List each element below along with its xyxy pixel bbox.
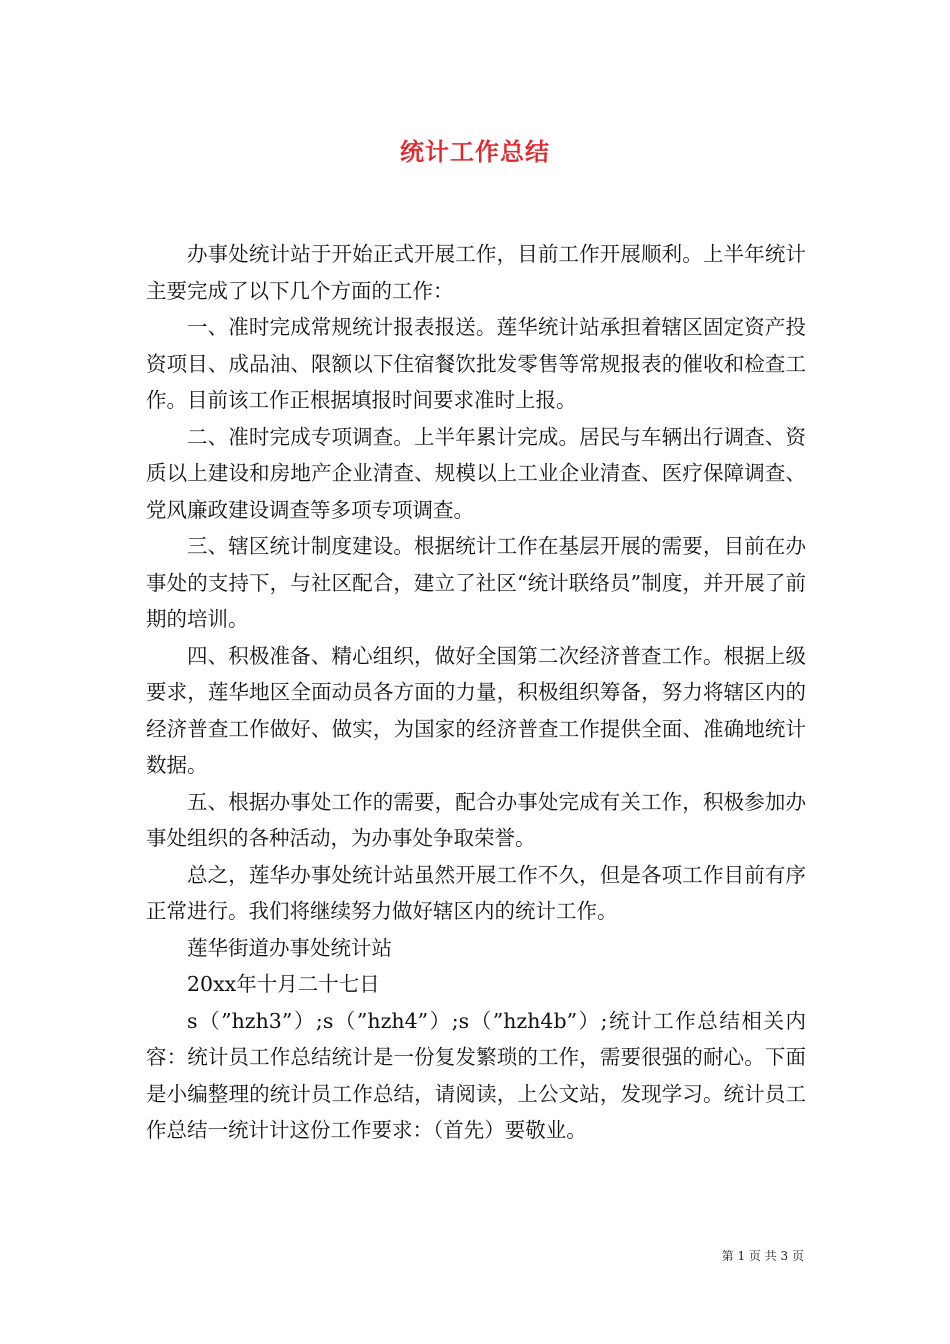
paragraph-related: s（”hzh3”）;s（”hzh4”）;s（”hzh4b”）;统计工作总结相关内容：统计员工作总结统计是一份复发繁琐的工作，需要很强的耐心。下面是小编整理的统计员工作总结，请阅读，上公文站，发现学习。统计员工作总结一统计计这份工作要求：（首先）要敬业。 (146, 1008, 806, 1142)
document-body (146, 236, 806, 1149)
paragraph-item-5: 五、根据办事处工作的需要，配合办事处完成有关工作，积极参加办事处组织的各种活动，为办事处争取荣誉。 (146, 789, 806, 850)
paragraph-item-4: 四、积极准备、精心组织，做好全国第二次经济普查工作。根据上级要求，莲华地区全面动员各方面的力量，积极组织筹备，努力将辖区内的经济普查工作做好、做实，为国家的经济普查工作提供全面、准确地统计数据。 (146, 643, 806, 777)
paragraph-intro: 办事处统计站于开始正式开展工作，目前工作开展顺利。上半年统计主要完成了以下几个方面的工作： (146, 242, 806, 303)
paragraph-item-1: 一、准时完成常规统计报表报送。莲华统计站承担着辖区固定资产投资项目、成品油、限额以下住宿餐饮批发零售等常规报表的催收和检查工作。目前该工作正根据填报时间要求准时上报。 (146, 315, 806, 412)
paragraph-item-3: 三、辖区统计制度建设。根据统计工作在基层开展的需要，目前在办事处的支持下，与社区配合，建立了社区“统计联络员”制度，并开展了前期的培训。 (146, 534, 806, 631)
signature-date: 20xx年十月二十七日 (187, 972, 380, 996)
page-title: 统计工作总结 (400, 138, 550, 166)
page-footer: 第 1 页 共 3 页 (721, 1249, 804, 1263)
paragraph-conclusion: 总之，莲华办事处统计站虽然开展工作不久，但是各项工作目前有序正常进行。我们将继续努力做好辖区内的统计工作。 (146, 862, 806, 923)
signature-org: 莲华街道办事处统计站 (187, 935, 392, 960)
paragraph-item-2: 二、准时完成专项调查。上半年累计完成。居民与车辆出行调查、资质以上建设和房地产企业清查、规模以上工业企业清查、医疗保障调查、党风廉政建设调查等多项专项调查。 (146, 424, 806, 522)
